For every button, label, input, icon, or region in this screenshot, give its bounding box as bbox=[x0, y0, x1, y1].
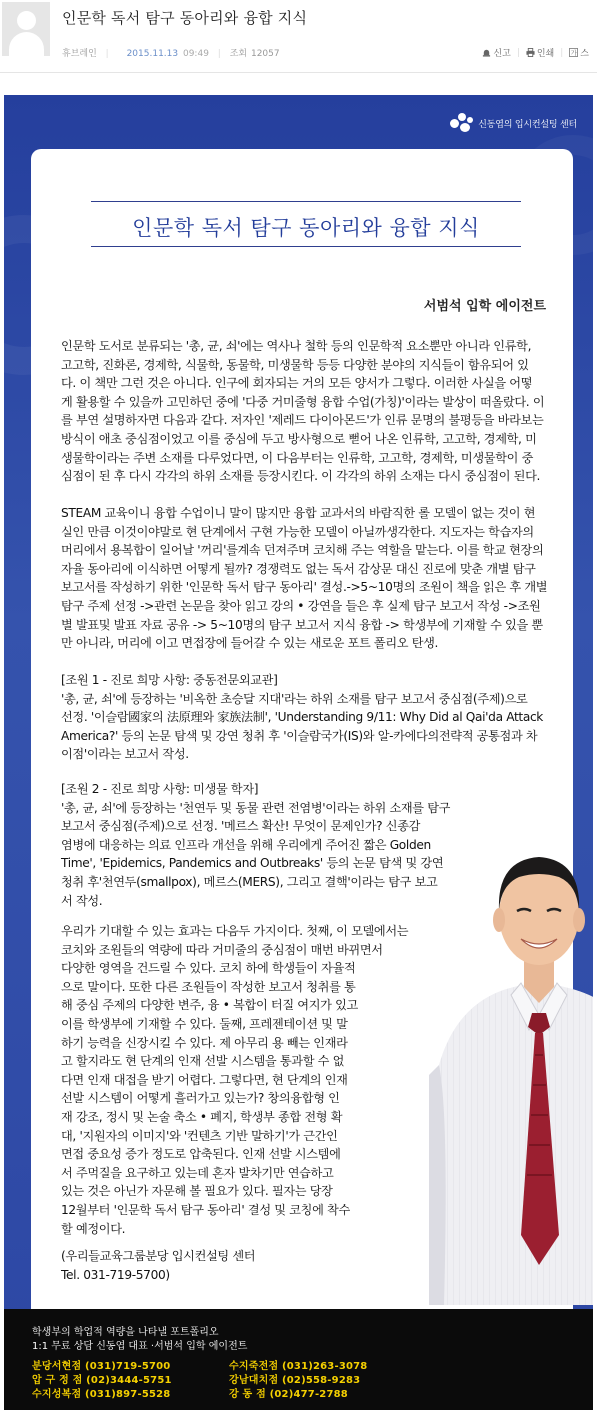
header-divider bbox=[0, 72, 597, 73]
branch-contact: 압 구 정 점 (02)3444-5751 bbox=[32, 1375, 172, 1386]
siren-icon bbox=[482, 48, 491, 57]
post-time: 09:49 bbox=[182, 49, 209, 59]
text-line: 서 작성. bbox=[61, 893, 103, 908]
text-line: 으로 말이다. 또한 다른 조원들이 작성한 보고서 청취를 통 bbox=[61, 979, 356, 994]
paragraph-steam bbox=[61, 504, 547, 653]
text-line: 보고서를 작성하기 위한 '인문학 독서 탐구 동아리' 결성.->5~10명의 조원이 책을 읽은 후 개별 bbox=[61, 580, 548, 595]
text-line: 만 아니라, 머리에 이고 면접장에 들어갈 수 있는 새로운 포트 폴리오 탄생. bbox=[61, 636, 439, 651]
text-line: [조원 2 - 진로 희망 사항: 미생물 학자] bbox=[61, 782, 259, 796]
author-name[interactable]: 휴브레인 bbox=[62, 49, 97, 59]
views-count: 12057 bbox=[250, 49, 280, 59]
avatar[interactable] bbox=[2, 2, 50, 56]
text-line: 대, '지원자의 이미지'와 '컨텐츠 기반 말하기'가 근간인 bbox=[61, 1128, 338, 1143]
article-author: 서범석 입학 에이전트 bbox=[423, 299, 546, 314]
report-button[interactable] bbox=[482, 46, 510, 59]
font-size-button[interactable] bbox=[569, 46, 589, 59]
text-line: 이를 학생부에 기재할 수 있다. 둘째, 프레젠테이션 및 말 bbox=[61, 1016, 348, 1031]
text-line: 생물학이라는 주변 소재를 다루었다면, 이 다음부터는 인류학, 고고학, 경제학, 미생물학이 중 bbox=[61, 450, 533, 465]
text-line: 염병에 대응하는 의료 인프라 개선을 위해 우리에게 주어진 짧은 Golden bbox=[61, 837, 431, 852]
text-line: 선정. '이슬람國家의 法原理와 家族法制', 'Understanding 9/11: Why Did al Qai'da Attack bbox=[61, 710, 544, 725]
paragraph-contact bbox=[61, 1247, 255, 1284]
article-title: 인문학 독서 탐구 동아리와 융합 지식 bbox=[132, 216, 480, 240]
post-title: 인문학 독서 탐구 동아리와 융합 지식 bbox=[62, 9, 308, 27]
text-line: 다면 인재 대접을 받기 어렵다. 그렇다면, 현 단계의 인재 bbox=[61, 1072, 348, 1087]
text-line: Tel. 031-719-5700) bbox=[61, 1267, 170, 1282]
text-line: 다양한 영역을 건드릴 수 있다. 코치 하에 학생들이 자율적 bbox=[61, 961, 356, 976]
text-line: 자율 동아리에 이식하면 어떻게 될까? 경쟁력도 없는 독서 감상문 대신 진로에 맞춘 개별 탐구 bbox=[61, 561, 536, 576]
branch-contact: 수지죽전점 (031)263-3078 bbox=[229, 1361, 368, 1372]
post-date: 2015.11.13 bbox=[126, 49, 179, 59]
text-line: 심점이 된 후 다시 각각의 하위 소재를 등장시킨다. 이 각각의 하위 소재는 다시 중심점이 된다. bbox=[61, 469, 541, 484]
text-line: 를 부연 설명하자면 다음과 같다. 저자인 '제레드 다이아몬드'가 인류 문명의 불평등을 바라보는 bbox=[61, 413, 544, 428]
agent-portrait bbox=[429, 815, 593, 1305]
post-tools: 신고 | 인쇄 | 가 스 bbox=[482, 46, 589, 59]
text-line: 면접 중요성 증가 정도로 압축된다. 인재 선발 시스템에 bbox=[61, 1147, 341, 1162]
views-label: 조회 bbox=[229, 49, 248, 59]
text-line: 실인 만큼 이것이야말로 현 단계에서 구현 가능한 모델이 아닐까생각한다. 지도자는 학습자의 bbox=[61, 524, 534, 539]
logo bbox=[450, 113, 577, 133]
footer-subline: 1:1 무료 상담 신동엽 대표 ·서범석 입학 에이전트 bbox=[32, 1341, 248, 1352]
text-line: 해 중심 주제의 다양한 변주, 융 • 복합이 터질 여지가 있고 bbox=[61, 998, 358, 1013]
text-line: 우리가 기대할 수 있는 효과는 다음두 가지이다. 첫째, 이 모델에서는 bbox=[61, 924, 409, 938]
print-label: 인쇄 bbox=[536, 49, 555, 59]
article-banner bbox=[4, 95, 593, 1410]
text-line: 고고학, 진화론, 경제학, 식물학, 동물학, 미생물학 등등 다양한 분야의 지식들이 함유되어 있 bbox=[61, 357, 529, 372]
footer-ad bbox=[4, 1309, 593, 1410]
text-line: America?' 등의 논문 탐색 및 강연 청취 후 '이슬람국가(IS)와 알-카에다의전략적 공통점과 차 bbox=[61, 728, 538, 743]
logo-text: 신동엽의 입시컨설팅 센터 bbox=[478, 119, 577, 130]
text-line: 할 예정이다. bbox=[61, 1221, 126, 1236]
post-meta: 휴브레인 | 2015.11.13 09:49 | 조회 12057 bbox=[62, 49, 280, 59]
branch-contact: 강남대치점 (02)558-9283 bbox=[229, 1375, 361, 1386]
text-line: Time', 'Epidemics, Pandemics and Outbreaks' 등의 논문 탐색 및 강연 bbox=[61, 856, 444, 871]
text-line: 서 주먹질을 요구하고 있는데 혼자 발차기만 연습하고 bbox=[61, 1165, 334, 1180]
text-line: 12월부터 '인문학 독서 탐구 동아리' 결성 및 코칭에 착수 bbox=[61, 1202, 350, 1217]
text-line: '총, 균, 쇠'에 등장하는 '비옥한 초승달 지대'라는 하위 소재를 탐구 보고서 중심점(주제)으로 bbox=[61, 691, 528, 706]
paragraph-member-2 bbox=[61, 780, 450, 910]
text-line: 청취 후'천연두(smallpox), 메르스(MERS), 그리고 결핵'이라는 탐구 보고 bbox=[61, 874, 438, 889]
svg-text:가: 가 bbox=[571, 50, 578, 57]
text-line: 방식이 애초 중심점이었고 이를 중심에 두고 방사형으로 뻗어 나온 인류학, 고고학, 경제학, 미 bbox=[61, 431, 537, 446]
text-line: 다. 이 책만 그런 것은 아니다. 인구에 회자되는 거의 모든 양서가 그렇다. 이러한 사실을 어떻 bbox=[61, 376, 533, 391]
font-size-label: 스 bbox=[580, 49, 589, 59]
text-line: (우리들교육그룹분당 입시컨설팅 센터 bbox=[61, 1249, 256, 1263]
text-line: [조원 1 - 진로 희망 사항: 중동전문외교관] bbox=[61, 673, 278, 687]
footer-headline: 학생부의 학업적 역량을 나타낼 포트폴리오 bbox=[32, 1327, 219, 1338]
text-line: 재 강조, 정시 및 논술 축소 • 폐지, 학생부 종합 전형 확 bbox=[61, 1109, 343, 1124]
text-line: 인문학 도서로 분류되는 '총, 균, 쇠'에는 역사나 철학 등의 인문학적 요소뿐만 아니라 인류학, bbox=[61, 339, 532, 353]
branch-contact: 강 동 점 (02)477-2788 bbox=[229, 1389, 348, 1400]
text-line: STEAM 교육이니 융합 수업이니 말이 많지만 융합 교과서의 바람직한 롤 모델이 없는 것이 현 bbox=[61, 506, 536, 520]
font-size-icon bbox=[569, 48, 578, 57]
text-line: 하기 능력을 신장시킬 수 있다. 제 아무리 용 빼는 인재라 bbox=[61, 1035, 348, 1050]
paragraph-effects bbox=[61, 922, 408, 1238]
branch-contact: 분당서현점 (031)719-5700 bbox=[32, 1361, 171, 1372]
text-line: 선발 시스템이 어떻게 흘러가고 있는가? 창의융합형 인 bbox=[61, 1091, 340, 1106]
text-line: 보고서 중심점(주제)으로 선정. '메르스 확산! 무엇이 문제인가? 신종감 bbox=[61, 819, 421, 834]
branch-contact: 수지성복점 (031)897-5528 bbox=[32, 1389, 171, 1400]
paragraph-member-1 bbox=[61, 671, 543, 764]
logo-mark-icon bbox=[450, 113, 474, 133]
print-button[interactable] bbox=[526, 46, 554, 59]
report-label: 신고 bbox=[493, 49, 511, 59]
text-line: 있는 것은 아닌가 자문해 볼 필요가 있다. 필자는 당장 bbox=[61, 1184, 333, 1199]
paragraph-intro bbox=[61, 337, 544, 486]
article-title-box bbox=[91, 201, 521, 247]
text-line: 고 할지라도 현 단계의 인재 선발 시스템을 통과할 수 없 bbox=[61, 1054, 345, 1069]
text-line: 게 활용할 수 있을까 고민하던 중에 '다중 거미줄형 융합 수업(가칭)'이라는 발상이 떠올랐다. 이 bbox=[61, 394, 545, 409]
text-line: '총, 균, 쇠'에 등장하는 '천연두 및 동물 관련 전염병'이라는 하위 소재를 탐구 bbox=[61, 800, 451, 815]
text-line: 탐구 주제 선정 ->관련 논문을 찾아 읽고 강의 • 강연을 들은 후 실제 탐구 보고서 작성 ->조원 bbox=[61, 598, 541, 613]
text-line: 이점'이라는 보고서 작성. bbox=[61, 747, 189, 762]
printer-icon bbox=[526, 48, 535, 57]
text-line: 별 발표및 발표 자료 공유 -> 5~10명의 탐구 보고서 지식 융합 -> 학생부에 기재할 수 있을 뿐 bbox=[61, 617, 543, 632]
text-line: 코치와 조원들의 역량에 따라 거미줄의 중심점이 매번 바뀌면서 bbox=[61, 942, 383, 957]
text-line: 머리에서 용복합이 일어날 '꺼리'를계속 던져주며 코치해 주는 역할을 맡는다. 이를 학교 현장의 bbox=[61, 543, 544, 558]
